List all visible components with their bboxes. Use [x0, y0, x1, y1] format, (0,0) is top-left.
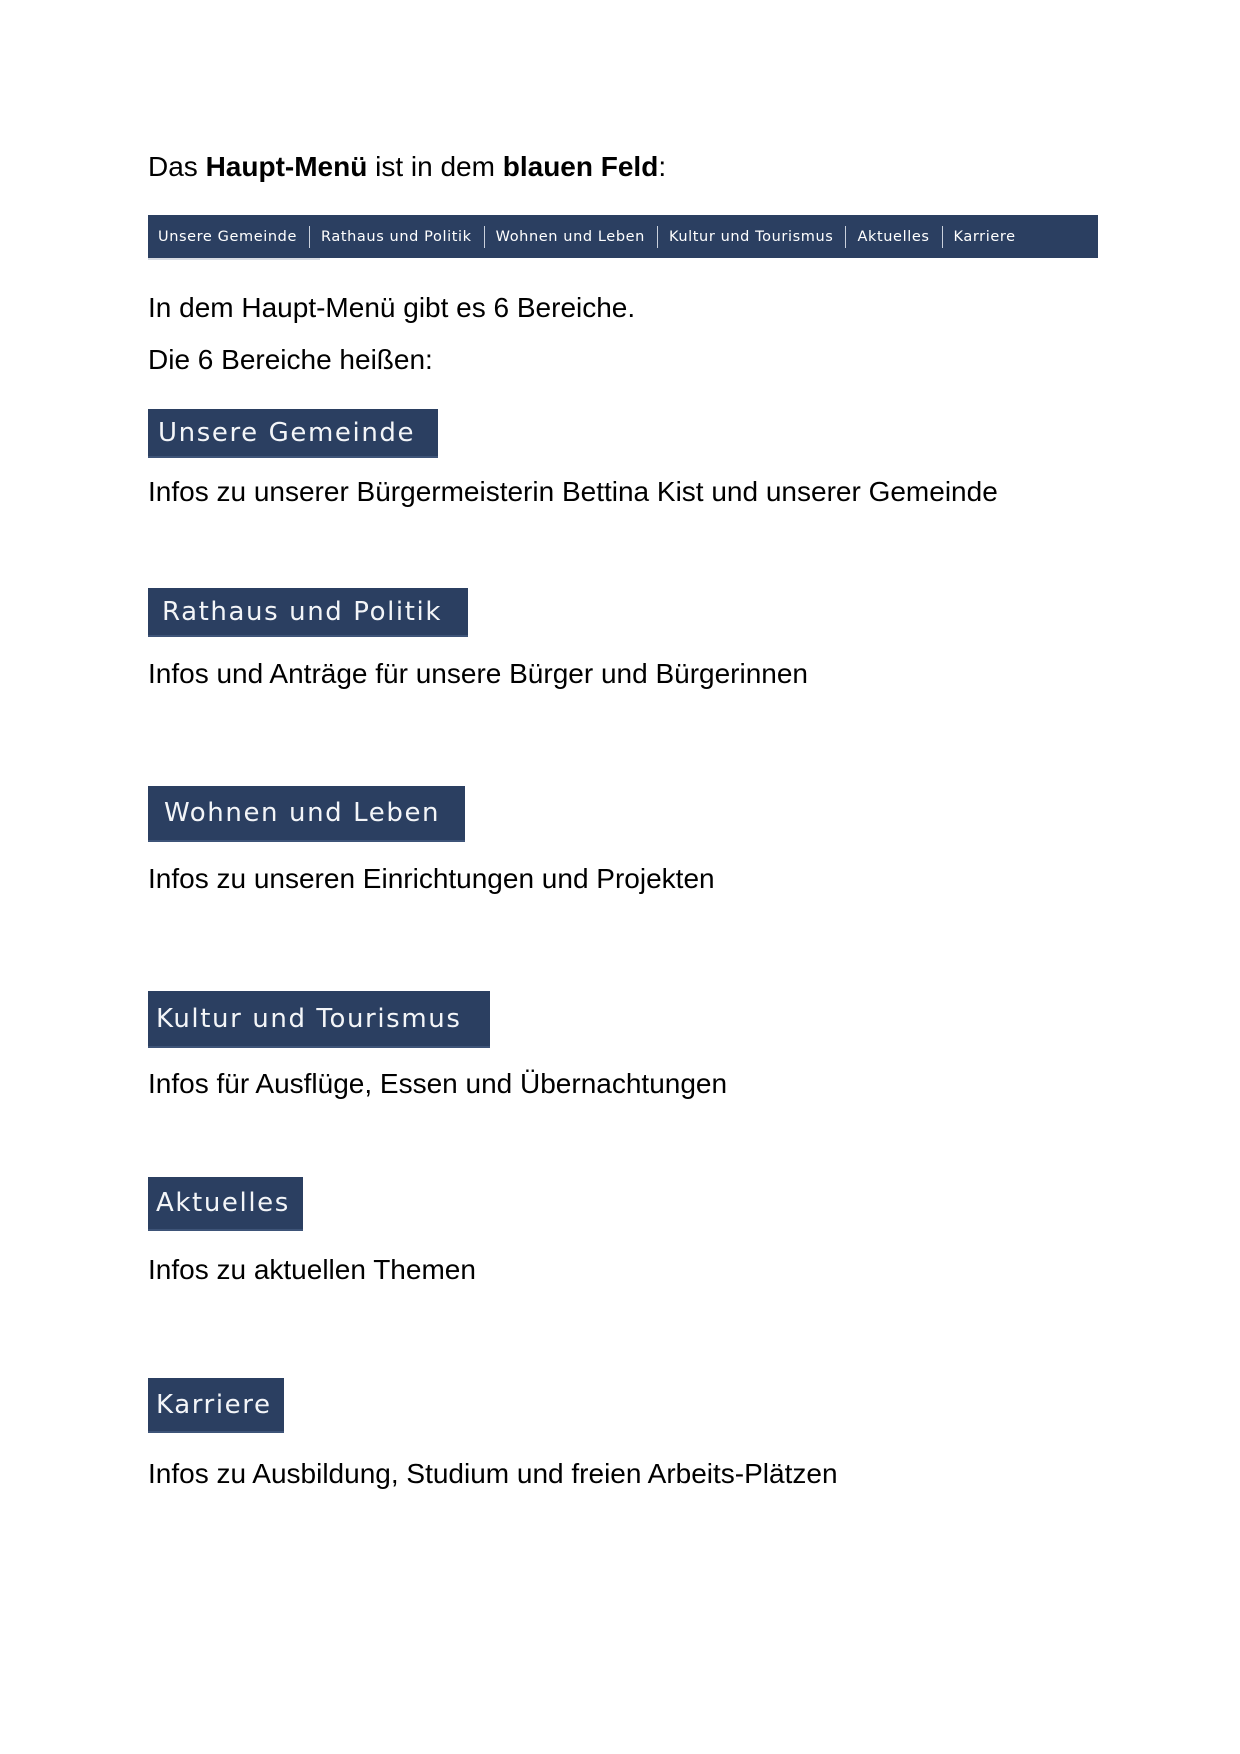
section-badge-kultur-und-tourismus: Kultur und Tourismus: [148, 991, 490, 1048]
main-menu-bar: [148, 215, 1098, 258]
menu-item-wohnen-und-leben[interactable]: Wohnen und Leben: [495, 228, 645, 245]
section-description-kultur-und-tourismus: Infos für Ausflüge, Essen und Übernachtungen: [148, 1068, 728, 1099]
menu-item-rathaus-und-politik[interactable]: Rathaus und Politik: [321, 228, 472, 245]
section-description-karriere: Infos zu Ausbildung, Studium und freien Arbeits-Plätzen: [148, 1458, 838, 1489]
menu-separator: [845, 226, 846, 248]
section-description-rathaus-und-politik: Infos und Anträge für unsere Bürger und Bürgerinnen: [148, 658, 808, 689]
menu-separator: [942, 226, 943, 248]
menu-separator: [657, 226, 658, 248]
intro-bold-blue-field: blauen Feld: [502, 151, 659, 182]
names-line: Die 6 Bereiche heißen:: [148, 344, 433, 375]
section-badge-unsere-gemeinde: Unsere Gemeinde: [148, 409, 438, 458]
menu-separator: [309, 226, 310, 248]
intro-middle: ist in dem: [367, 151, 503, 182]
menu-item-kultur-und-tourismus[interactable]: Kultur und Tourismus: [668, 228, 834, 245]
section-badge-rathaus-und-politik: Rathaus und Politik: [148, 588, 468, 637]
intro-sentence: [148, 150, 666, 184]
section-description-aktuelles: Infos zu aktuellen Themen: [148, 1254, 476, 1285]
section-description-wohnen-und-leben: Infos zu unseren Einrichtungen und Projekten: [148, 863, 715, 894]
section-badge-wohnen-und-leben: Wohnen und Leben: [148, 786, 465, 842]
section-badge-karriere: Karriere: [148, 1378, 284, 1433]
section-badge-aktuelles: Aktuelles: [148, 1177, 303, 1231]
intro-bold-main-menu: Haupt-Menü: [205, 151, 368, 182]
menu-item-unsere-gemeinde[interactable]: Unsere Gemeinde: [158, 228, 297, 245]
intro-suffix: :: [658, 151, 667, 182]
count-line: In dem Haupt-Menü gibt es 6 Bereiche.: [148, 292, 636, 323]
menu-item-karriere[interactable]: Karriere: [953, 228, 1016, 245]
menu-item-aktuelles[interactable]: Aktuelles: [857, 228, 930, 245]
section-description-unsere-gemeinde: Infos zu unserer Bürgermeisterin Bettina Kist und unserer Gemeinde: [148, 476, 998, 507]
active-item-underline: [148, 258, 320, 260]
intro-prefix: Das: [148, 151, 206, 182]
menu-separator: [484, 226, 485, 248]
